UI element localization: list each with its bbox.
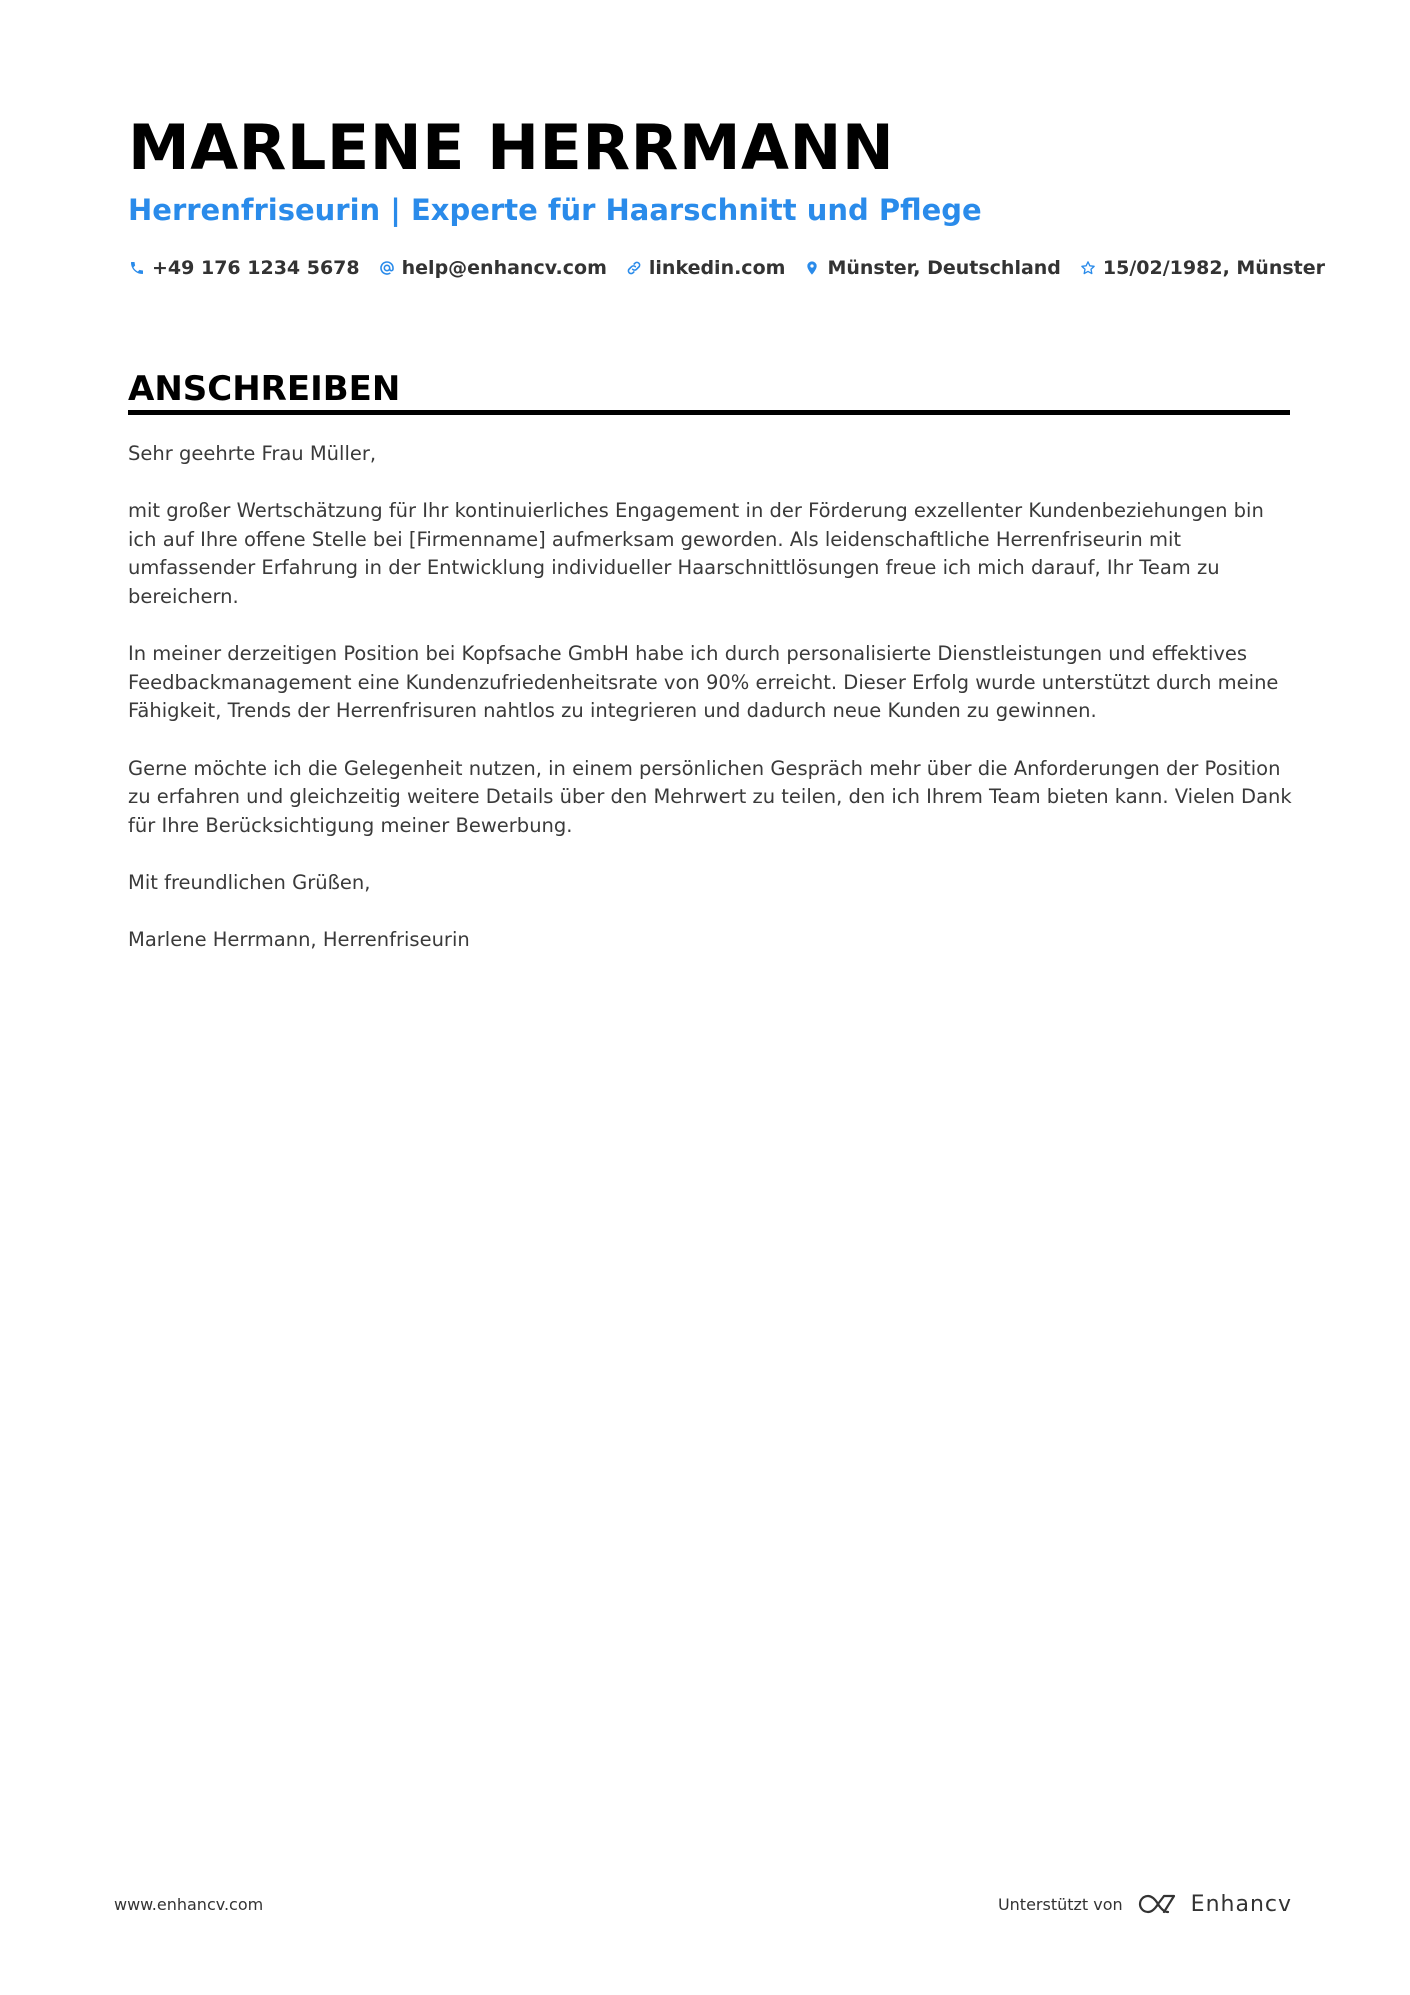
letter-salutation: Sehr geehrte Frau Müller, <box>128 442 377 465</box>
applicant-title: Herrenfriseurin | Experte für Haarschnitt und Pflege <box>128 193 982 227</box>
phone-icon <box>128 259 146 277</box>
section-divider <box>128 410 1290 415</box>
footer-url[interactable]: www.enhancv.com <box>114 1895 264 1914</box>
letter-body <box>128 440 1293 983</box>
contact-phone-text: +49 176 1234 5678 <box>152 257 360 279</box>
footer-brand <box>998 1888 1292 1920</box>
contact-linkedin-text: linkedin.com <box>648 257 786 279</box>
contact-location-text: Münster, Deutschland <box>827 257 1061 279</box>
letter-paragraph: mit großer Wertschätzung für Ihr kontinuierliches Engagement in der Förderung exzellenter Kundenbeziehungen bin ich auf Ihre offene Stelle bei [Firmenname] aufmerksam geworden. Als leidenschaftliche Herrenfriseurin mit umfassender Erfahrung in der Entwicklung individueller Haarschnittlösungen freue ich mich darauf, Ihr Team zu bereichern. <box>128 499 1264 608</box>
letter-closing: Mit freundlichen Grüßen, <box>128 870 371 894</box>
link-icon <box>625 259 643 277</box>
section-title: ANSCHREIBEN <box>128 369 401 409</box>
contact-linkedin[interactable] <box>625 257 786 279</box>
infinity-logo-icon <box>1135 1891 1181 1917</box>
contact-bar <box>128 252 1343 284</box>
location-pin-icon <box>803 259 821 277</box>
letter-paragraph: In meiner derzeitigen Position bei Kopfsache GmbH habe ich durch personalisierte Dienstleistungen und effektives Feedbackmanagement eine Kundenzufriedenheitsrate von 90% erreicht. Dieser Erfolg wurde unterstützt durch meine Fähigkeit, Trends der Herrenfrisuren nahtlos zu integrieren und dadurch neue Kunden zu gewinnen. <box>128 642 1279 723</box>
powered-by-label: Unterstützt von <box>997 1894 1123 1914</box>
applicant-name: MARLENE HERRMANN <box>128 111 895 184</box>
contact-birth <box>1079 257 1325 279</box>
contact-email[interactable] <box>378 257 607 279</box>
at-icon <box>378 259 396 277</box>
contact-birth-text: 15/02/1982, Münster <box>1102 257 1326 279</box>
letter-signature: Marlene Herrmann, Herrenfriseurin <box>128 928 470 952</box>
enhancv-logo[interactable] <box>1135 1891 1292 1917</box>
letter-paragraph: Gerne möchte ich die Gelegenheit nutzen, in einem persönlichen Gespräch mehr über die Anforderungen der Position zu erfahren und gleichzeitig weitere Details über den Mehrwert zu teilen, den ich Ihrem Team bieten kann. Vielen Dank für Ihre Berücksichtigung meiner Bewerbung. <box>128 756 1292 837</box>
contact-email-text: help@enhancv.com <box>401 257 607 279</box>
brand-name: Enhancv <box>1190 1891 1292 1917</box>
contact-location <box>803 257 1060 279</box>
contact-phone[interactable] <box>128 257 360 279</box>
star-icon <box>1079 259 1097 277</box>
